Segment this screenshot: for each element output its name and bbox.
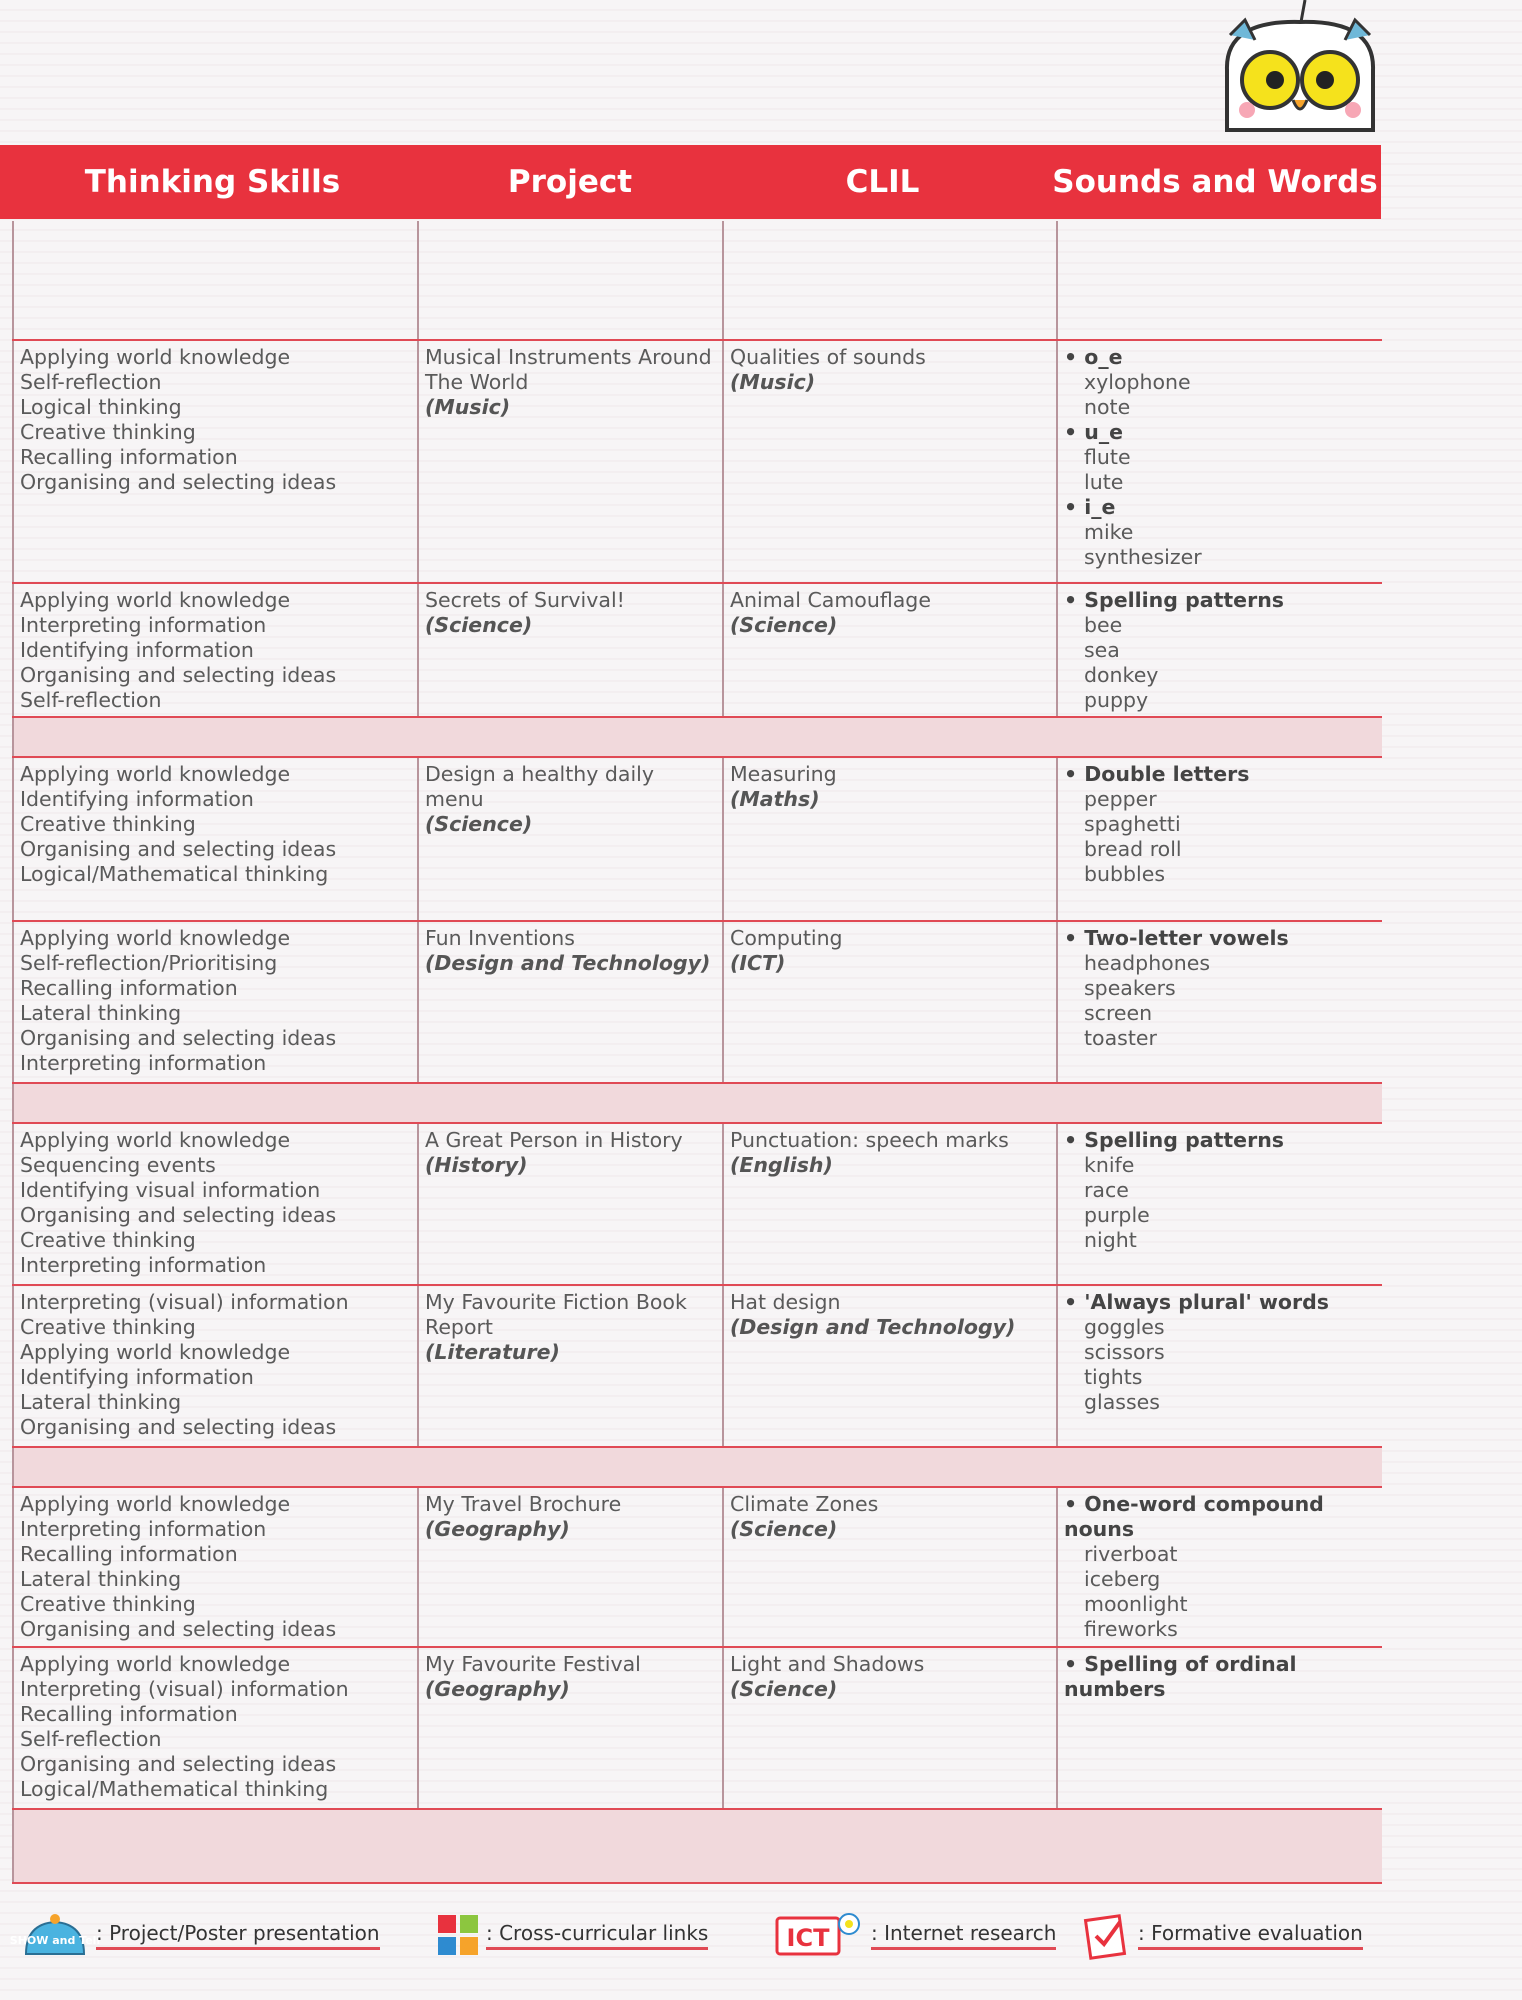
table-row xyxy=(13,583,1382,717)
legend-footer xyxy=(0,1905,1522,1985)
skill-item: Logical thinking xyxy=(20,395,182,419)
skill-item: Applying world knowledge xyxy=(20,1652,291,1676)
clil-cell xyxy=(723,1123,1057,1285)
project-title: A Great Person in History xyxy=(425,1128,683,1152)
sound-heading: • One-word compound nouns xyxy=(1064,1492,1376,1542)
empty-cell xyxy=(723,221,1057,340)
skill-item: Identifying visual information xyxy=(20,1178,321,1202)
table-row xyxy=(13,340,1382,583)
sound-word: bubbles xyxy=(1084,862,1166,886)
skill-item: Applying world knowledge xyxy=(20,762,291,786)
clil-title: Hat design xyxy=(730,1290,841,1314)
skill-item: Identifying information xyxy=(20,1365,254,1389)
sounds-cell xyxy=(1057,757,1382,921)
sound-word: toaster xyxy=(1084,1026,1157,1050)
sound-heading: • Spelling of ordinal numbers xyxy=(1064,1652,1376,1702)
sound-word: fireworks xyxy=(1084,1617,1178,1641)
sound-word: donkey xyxy=(1084,663,1159,687)
project-subject: (Science) xyxy=(425,613,533,637)
skills-cell xyxy=(13,1487,418,1647)
skill-item: Interpreting information xyxy=(20,1253,267,1277)
header-thinking-skills: Thinking Skills xyxy=(84,164,341,200)
clil-cell xyxy=(723,1285,1057,1447)
sound-heading: • Two-letter vowels xyxy=(1064,926,1376,951)
empty-cell xyxy=(1057,221,1382,340)
clil-cell xyxy=(723,757,1057,921)
project-subject: (Literature) xyxy=(425,1340,560,1364)
legend-cross-curricular xyxy=(436,1905,708,1965)
skill-item: Self-reflection xyxy=(20,688,162,712)
sound-word: mike xyxy=(1084,520,1134,544)
project-cell xyxy=(418,757,723,921)
skill-item: Recalling information xyxy=(20,1702,238,1726)
sound-word: speakers xyxy=(1084,976,1176,1000)
sound-word: xylophone xyxy=(1084,370,1191,394)
skills-cell xyxy=(13,921,418,1083)
skill-item: Organising and selecting ideas xyxy=(20,1617,337,1641)
skill-item: Organising and selecting ideas xyxy=(20,663,337,687)
skill-item: Creative thinking xyxy=(20,420,196,444)
skill-item: Creative thinking xyxy=(20,1592,196,1616)
clil-cell xyxy=(723,921,1057,1083)
project-cell xyxy=(418,340,723,583)
skills-cell xyxy=(13,340,418,583)
clil-title: Light and Shadows xyxy=(730,1652,925,1676)
skills-cell xyxy=(13,1123,418,1285)
project-subject: (Science) xyxy=(425,812,533,836)
sound-heading: • Spelling patterns xyxy=(1064,588,1376,613)
clil-cell xyxy=(723,1647,1057,1809)
unit-separator xyxy=(13,717,1382,757)
formative-evaluation-icon xyxy=(1082,1910,1132,1960)
sounds-cell xyxy=(1057,1487,1382,1647)
skill-item: Logical/Mathematical thinking xyxy=(20,1777,329,1801)
project-subject: (Geography) xyxy=(425,1677,570,1701)
skill-item: Lateral thinking xyxy=(20,1001,182,1025)
sound-word: flute xyxy=(1084,445,1131,469)
header-clil: CLIL xyxy=(845,164,920,200)
sound-word: synthesizer xyxy=(1084,545,1202,569)
sound-word: race xyxy=(1084,1178,1129,1202)
clil-title: Animal Camouflage xyxy=(730,588,931,612)
table-row xyxy=(13,921,1382,1083)
project-cell xyxy=(418,1487,723,1647)
owl-mascot-icon xyxy=(1205,0,1395,140)
sounds-cell xyxy=(1057,583,1382,717)
legend-cross-label: : Cross-curricular links xyxy=(486,1921,708,1950)
clil-cell xyxy=(723,583,1057,717)
skill-item: Creative thinking xyxy=(20,1228,196,1252)
sound-heading: • 'Always plural' words xyxy=(1064,1290,1376,1315)
table-row xyxy=(13,1647,1382,1809)
skill-item: Applying world knowledge xyxy=(20,1128,291,1152)
project-title: Secrets of Survival! xyxy=(425,588,625,612)
skill-item: Self-reflection xyxy=(20,1727,162,1751)
clil-title: Computing xyxy=(730,926,843,950)
clil-cell xyxy=(723,340,1057,583)
table-row xyxy=(13,1123,1382,1285)
project-subject: (Music) xyxy=(425,395,511,419)
syllabus-table xyxy=(12,221,1382,1884)
sound-word: lute xyxy=(1084,470,1124,494)
clil-subject: (Science) xyxy=(730,613,838,637)
skills-cell xyxy=(13,1647,418,1809)
sound-word: riverboat xyxy=(1084,1542,1178,1566)
project-cell xyxy=(418,921,723,1083)
sound-word: tights xyxy=(1084,1365,1143,1389)
clil-subject: (Maths) xyxy=(730,787,820,811)
project-title: Fun Inventions xyxy=(425,926,575,950)
sounds-cell xyxy=(1057,1647,1382,1809)
table-row xyxy=(13,1285,1382,1447)
skill-item: Organising and selecting ideas xyxy=(20,1026,337,1050)
legend-internet-research xyxy=(775,1905,1056,1965)
sound-word: night xyxy=(1084,1228,1137,1252)
skill-item: Interpreting information xyxy=(20,1051,267,1075)
clil-subject: (English) xyxy=(730,1153,833,1177)
skills-cell xyxy=(13,583,418,717)
skill-item: Logical/Mathematical thinking xyxy=(20,862,329,886)
unit-separator xyxy=(13,1809,1382,1883)
sound-word: moonlight xyxy=(1084,1592,1188,1616)
unit-separator xyxy=(13,1447,1382,1487)
sound-word: goggles xyxy=(1084,1315,1165,1339)
table-row xyxy=(13,1487,1382,1647)
sound-word: screen xyxy=(1084,1001,1153,1025)
legend-ict-label: : Internet research xyxy=(871,1921,1056,1950)
clil-title: Measuring xyxy=(730,762,837,786)
legend-formative-evaluation xyxy=(1082,1905,1363,1965)
ict-icon-text: ICT xyxy=(786,1924,830,1952)
sound-word: headphones xyxy=(1084,951,1211,975)
project-cell xyxy=(418,1647,723,1809)
project-subject: (Design and Technology) xyxy=(425,951,711,975)
table-row xyxy=(13,221,1382,340)
clil-title: Climate Zones xyxy=(730,1492,879,1516)
clil-title: Qualities of sounds xyxy=(730,345,926,369)
sound-word: scissors xyxy=(1084,1340,1165,1364)
unit-separator xyxy=(13,1083,1382,1123)
project-title: My Favourite Festival xyxy=(425,1652,641,1676)
table-header xyxy=(0,145,1381,219)
project-title: Musical Instruments Around The World xyxy=(425,345,712,394)
project-subject: (Geography) xyxy=(425,1517,570,1541)
table-row xyxy=(13,757,1382,921)
skills-cell xyxy=(13,757,418,921)
skill-item: Lateral thinking xyxy=(20,1390,182,1414)
skill-item: Applying world knowledge xyxy=(20,345,291,369)
clil-subject: (ICT) xyxy=(730,951,786,975)
project-cell xyxy=(418,583,723,717)
skill-item: Applying world knowledge xyxy=(20,588,291,612)
clil-cell xyxy=(723,1487,1057,1647)
skill-item: Organising and selecting ideas xyxy=(20,1415,337,1439)
skill-item: Recalling information xyxy=(20,445,238,469)
project-title: My Favourite Fiction Book Report xyxy=(425,1290,687,1339)
legend-show-label: : Project/Poster presentation xyxy=(96,1921,380,1950)
sounds-cell xyxy=(1057,1123,1382,1285)
skill-item: Self-reflection xyxy=(20,370,162,394)
skill-item: Applying world knowledge xyxy=(20,1492,291,1516)
skill-item: Recalling information xyxy=(20,1542,238,1566)
skill-item: Applying world knowledge xyxy=(20,1340,291,1364)
sounds-cell xyxy=(1057,1285,1382,1447)
clil-subject: (Design and Technology) xyxy=(730,1315,1016,1339)
clil-subject: (Science) xyxy=(730,1677,838,1701)
sound-word: knife xyxy=(1084,1153,1135,1177)
header-project: Project xyxy=(507,164,633,200)
sound-word: pepper xyxy=(1084,787,1157,811)
cross-curricular-icon xyxy=(436,1913,480,1957)
skill-item: Interpreting (visual) information xyxy=(20,1677,349,1701)
sound-heading: • Double letters xyxy=(1064,762,1376,787)
project-cell xyxy=(418,1123,723,1285)
skill-item: Organising and selecting ideas xyxy=(20,837,337,861)
skill-item: Identifying information xyxy=(20,638,254,662)
sound-word: iceberg xyxy=(1084,1567,1161,1591)
sound-heading: • u_e xyxy=(1064,420,1376,445)
sound-word: puppy xyxy=(1084,688,1149,712)
skill-item: Creative thinking xyxy=(20,812,196,836)
header-sounds-and-words: Sounds and Words xyxy=(1052,164,1378,200)
legend-show-and-tell xyxy=(9,1905,380,1965)
show-and-tell-icon-text: SHOW and Tell xyxy=(9,1934,101,1947)
sounds-cell xyxy=(1057,921,1382,1083)
skill-item: Organising and selecting ideas xyxy=(20,470,337,494)
skill-item: Creative thinking xyxy=(20,1315,196,1339)
sound-word: spaghetti xyxy=(1084,812,1181,836)
project-title: My Travel Brochure xyxy=(425,1492,622,1516)
skill-item: Lateral thinking xyxy=(20,1567,182,1591)
skill-item: Recalling information xyxy=(20,976,238,1000)
clil-title: Punctuation: speech marks xyxy=(730,1128,1009,1152)
skill-item: Interpreting information xyxy=(20,613,267,637)
sound-word: sea xyxy=(1084,638,1120,662)
sound-heading: • o_e xyxy=(1064,345,1376,370)
project-cell xyxy=(418,1285,723,1447)
clil-subject: (Science) xyxy=(730,1517,838,1541)
sound-word: note xyxy=(1084,395,1131,419)
sound-word: purple xyxy=(1084,1203,1150,1227)
skill-item: Self-reflection/Prioritising xyxy=(20,951,278,975)
skill-item: Organising and selecting ideas xyxy=(20,1203,337,1227)
sound-heading: • i_e xyxy=(1064,495,1376,520)
skill-item: Interpreting (visual) information xyxy=(20,1290,349,1314)
project-subject: (History) xyxy=(425,1153,528,1177)
ict-icon xyxy=(775,1910,865,1960)
clil-subject: (Music) xyxy=(730,370,816,394)
legend-formative-label: : Formative evaluation xyxy=(1138,1921,1363,1950)
sound-heading: • Spelling patterns xyxy=(1064,1128,1376,1153)
skill-item: Applying world knowledge xyxy=(20,926,291,950)
sounds-cell xyxy=(1057,340,1382,583)
skills-cell xyxy=(13,1285,418,1447)
sound-word: bee xyxy=(1084,613,1123,637)
skill-item: Interpreting information xyxy=(20,1517,267,1541)
sound-word: glasses xyxy=(1084,1390,1160,1414)
show-and-tell-icon xyxy=(9,1910,101,1960)
empty-cell xyxy=(13,221,418,340)
skill-item: Identifying information xyxy=(20,787,254,811)
sound-word: bread roll xyxy=(1084,837,1182,861)
skill-item: Organising and selecting ideas xyxy=(20,1752,337,1776)
project-title: Design a healthy daily menu xyxy=(425,762,655,811)
empty-cell xyxy=(418,221,723,340)
skill-item: Sequencing events xyxy=(20,1153,216,1177)
